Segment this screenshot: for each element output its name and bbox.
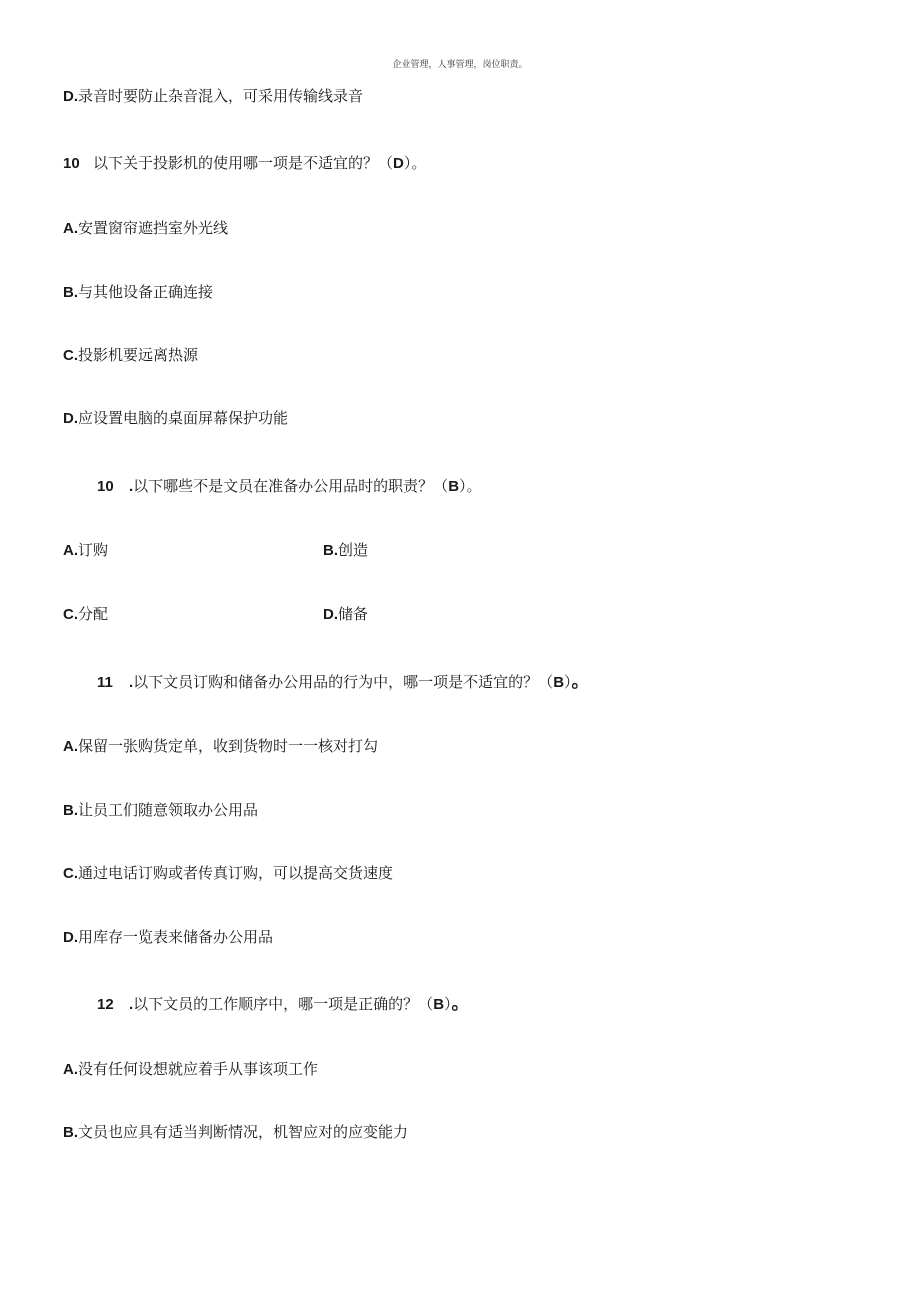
option-a: A.订购: [63, 541, 109, 559]
option-b: B.创造: [323, 541, 369, 559]
option-c: C.投影机要远离热源: [63, 346, 199, 364]
question-11: 11 .以下文员订购和储备办公用品的行为中，哪一项是不适宜的？（B）。: [97, 671, 590, 692]
option-a: A.没有任何设想就应着手从事该项工作: [63, 1060, 319, 1078]
option-a: A.安置窗帘遮挡室外光线: [63, 219, 229, 237]
question-12: 12 .以下文员的工作顺序中，哪一项是正确的？（B）。: [97, 993, 470, 1014]
option-b: B.与其他设备正确连接: [63, 283, 214, 301]
option-d: D.用库存一览表来储备办公用品: [63, 928, 274, 946]
option-d: D.应设置电脑的桌面屏幕保护功能: [63, 409, 289, 427]
option-c: C.分配: [63, 605, 109, 623]
option-d: D.储备: [323, 605, 369, 623]
page-header: 企业管理，人事管理，岗位职责。: [392, 60, 528, 70]
option-d-prev: D.录音时要防止杂音混入，可采用传输线录音: [63, 87, 364, 105]
option-c: C.通过电话订购或者传真订购，可以提高交货速度: [63, 864, 394, 882]
option-b: B.文员也应具有适当判断情况，机智应对的应变能力: [63, 1123, 409, 1141]
question-10a: 10 以下关于投影机的使用哪一项是不适宜的？（D）。: [63, 154, 427, 172]
option-b: B.让员工们随意领取办公用品: [63, 801, 259, 819]
option-a: A.保留一张购货定单，收到货物时一一核对打勾: [63, 737, 379, 755]
question-10b: 10 .以下哪些不是文员在准备办公用品时的职责？（B）。: [97, 477, 482, 495]
